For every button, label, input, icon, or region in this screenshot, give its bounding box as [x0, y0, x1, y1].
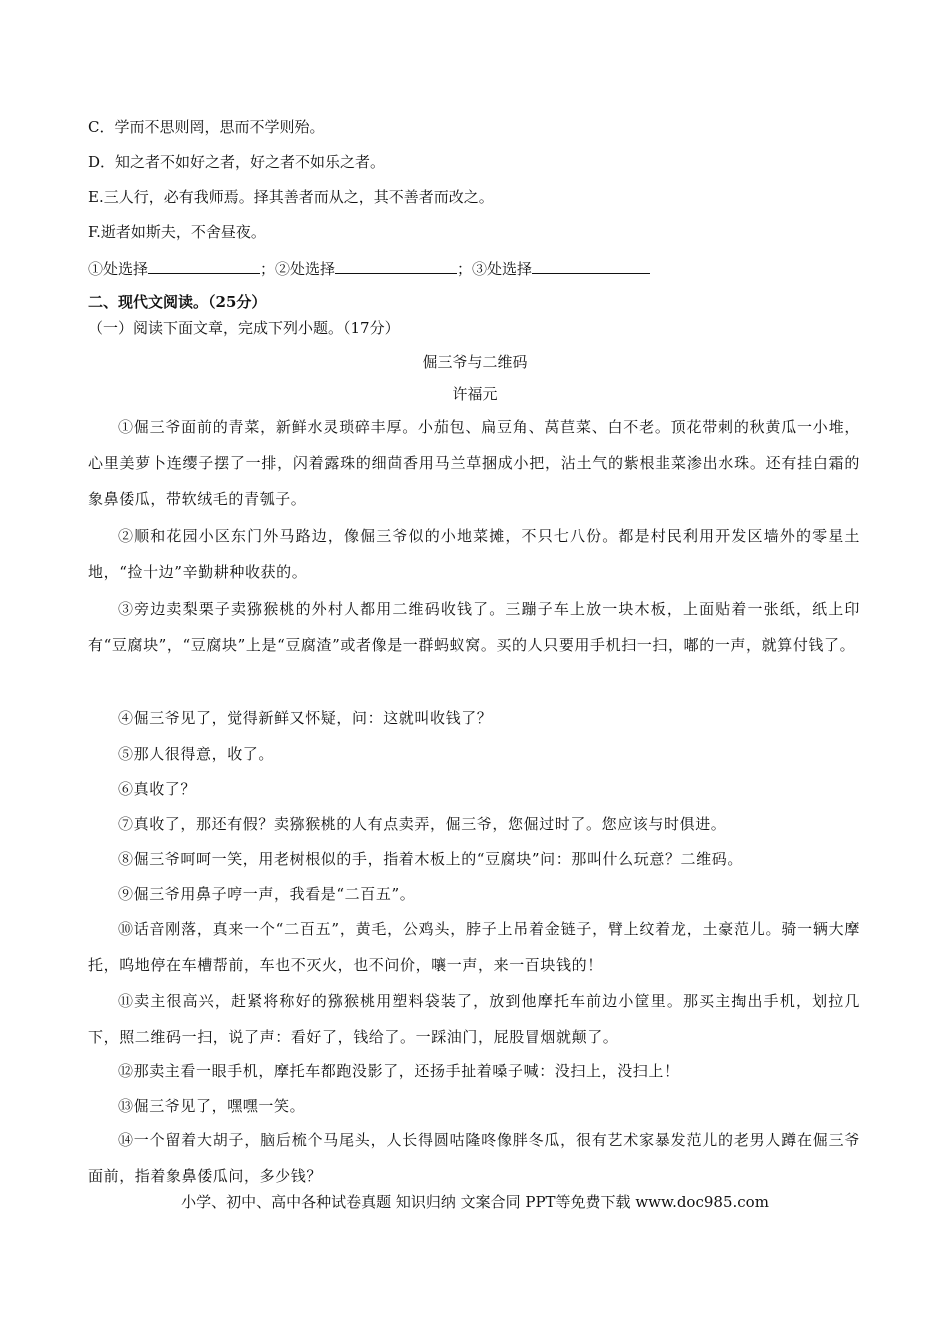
paragraph-10: ⑩话音刚落，真来一个“二百五”，黄毛，公鸡头，脖子上吊着金链子，臂上纹着龙，土豪范儿。骑一辆大摩托，呜地停在车槽帮前，车也不灭火，也不问价，嚷一声，来一百块钱的！ — [88, 920, 860, 974]
option-c: C．学而不思则罔，思而不学则殆。 — [88, 118, 325, 136]
page-footer: 小学、初中、高中各种试卷真题 知识归纳 文案合同 PPT等免费下载 www.doc985.com — [181, 1193, 769, 1211]
paragraph-7: ⑦真收了，那还有假？卖猕猴桃的人有点卖弄，倔三爷，您倔过时了。您应该与时俱进。 — [118, 815, 727, 833]
paragraph-3: ③旁边卖梨栗子卖猕猴桃的外村人都用二维码收钱了。三蹦子车上放一块木板，上面贴着一张纸，纸上印有“豆腐块”，“豆腐块”上是“豆腐渣”或者像是一群蚂蚁窝。买的人只要用手机扫一扫，嘟的一声，就算付钱了。 — [88, 600, 860, 654]
option-f: F.逝者如斯夫，不舍昼夜。 — [88, 223, 266, 241]
answer-blank-2[interactable] — [335, 257, 457, 274]
paragraph-4: ④倔三爷见了，觉得新鲜又怀疑，问：这就叫收钱了？ — [118, 709, 493, 727]
article-title: 倔三爷与二维码 — [422, 353, 528, 371]
paragraph-5: ⑤那人很得意，收了。 — [118, 745, 275, 763]
paragraph-11: ⑪卖主很高兴，赶紧将称好的猕猴桃用塑料袋装了，放到他摩托车前边小筐里。那买主掏出手机，划拉几下，照二维码一扫，说了声：看好了，钱给了。一踩油门，屁股冒烟就颠了。 — [88, 992, 860, 1046]
answer-blank-1[interactable] — [148, 257, 260, 274]
option-e: E.三人行，必有我师焉。择其善者而从之，其不善者而改之。 — [88, 188, 494, 206]
fill-label-2: ；②处选择 — [260, 260, 336, 278]
article-author: 许福元 — [452, 385, 498, 403]
answer-blank-3[interactable] — [532, 257, 650, 274]
fill-label-3: ；③处选择 — [457, 260, 533, 278]
paragraph-12: ⑫那卖主看一眼手机，摩托车都跑没影了，还扬手扯着嗓子喊：没扫上，没扫上！ — [118, 1062, 680, 1080]
paragraph-8: ⑧倔三爷呵呵一笑，用老树根似的手，指着木板上的“豆腐块”问：那叫什么玩意？二维码。 — [118, 850, 743, 868]
paragraph-1: ①倔三爷面前的青菜，新鲜水灵琐碎丰厚。小茄包、扁豆角、莴苣菜、白不老。顶花带刺的秋黄瓜一小堆，心里美萝卜连缨子摆了一排，闪着露珠的细茴香用马兰草捆成小把，沾土气的紫根韭菜渗出水珠。还有挂白霜的象鼻倭瓜，带软绒毛的青瓠子。 — [88, 418, 860, 508]
section-heading: 二、现代文阅读。（25分） — [88, 293, 267, 311]
fill-label-1: ①处选择 — [88, 260, 149, 278]
section-subheading: （一）阅读下面文章，完成下列小题。（17分） — [88, 319, 400, 337]
paragraph-2: ②顺和花园小区东门外马路边，像倔三爷似的小地菜摊，不只七八份。都是村民利用开发区墙外的零星土地，“捡十边”辛勤耕种收获的。 — [88, 527, 860, 581]
paragraph-14: ⑭一个留着大胡子，脑后梳个马尾头，人长得圆咕隆咚像胖冬瓜，很有艺术家暴发范儿的老男人蹲在倔三爷面前，指着象鼻倭瓜问，多少钱？ — [88, 1131, 860, 1185]
fill-line — [88, 257, 868, 279]
paragraph-6: ⑥真收了？ — [118, 780, 197, 798]
paragraph-9: ⑨倔三爷用鼻子哼一声，我看是“二百五”。 — [118, 885, 416, 903]
option-d: D．知之者不如好之者，好之者不如乐之者。 — [88, 153, 386, 171]
paragraph-13: ⑬倔三爷见了，嘿嘿一笑。 — [118, 1097, 306, 1115]
